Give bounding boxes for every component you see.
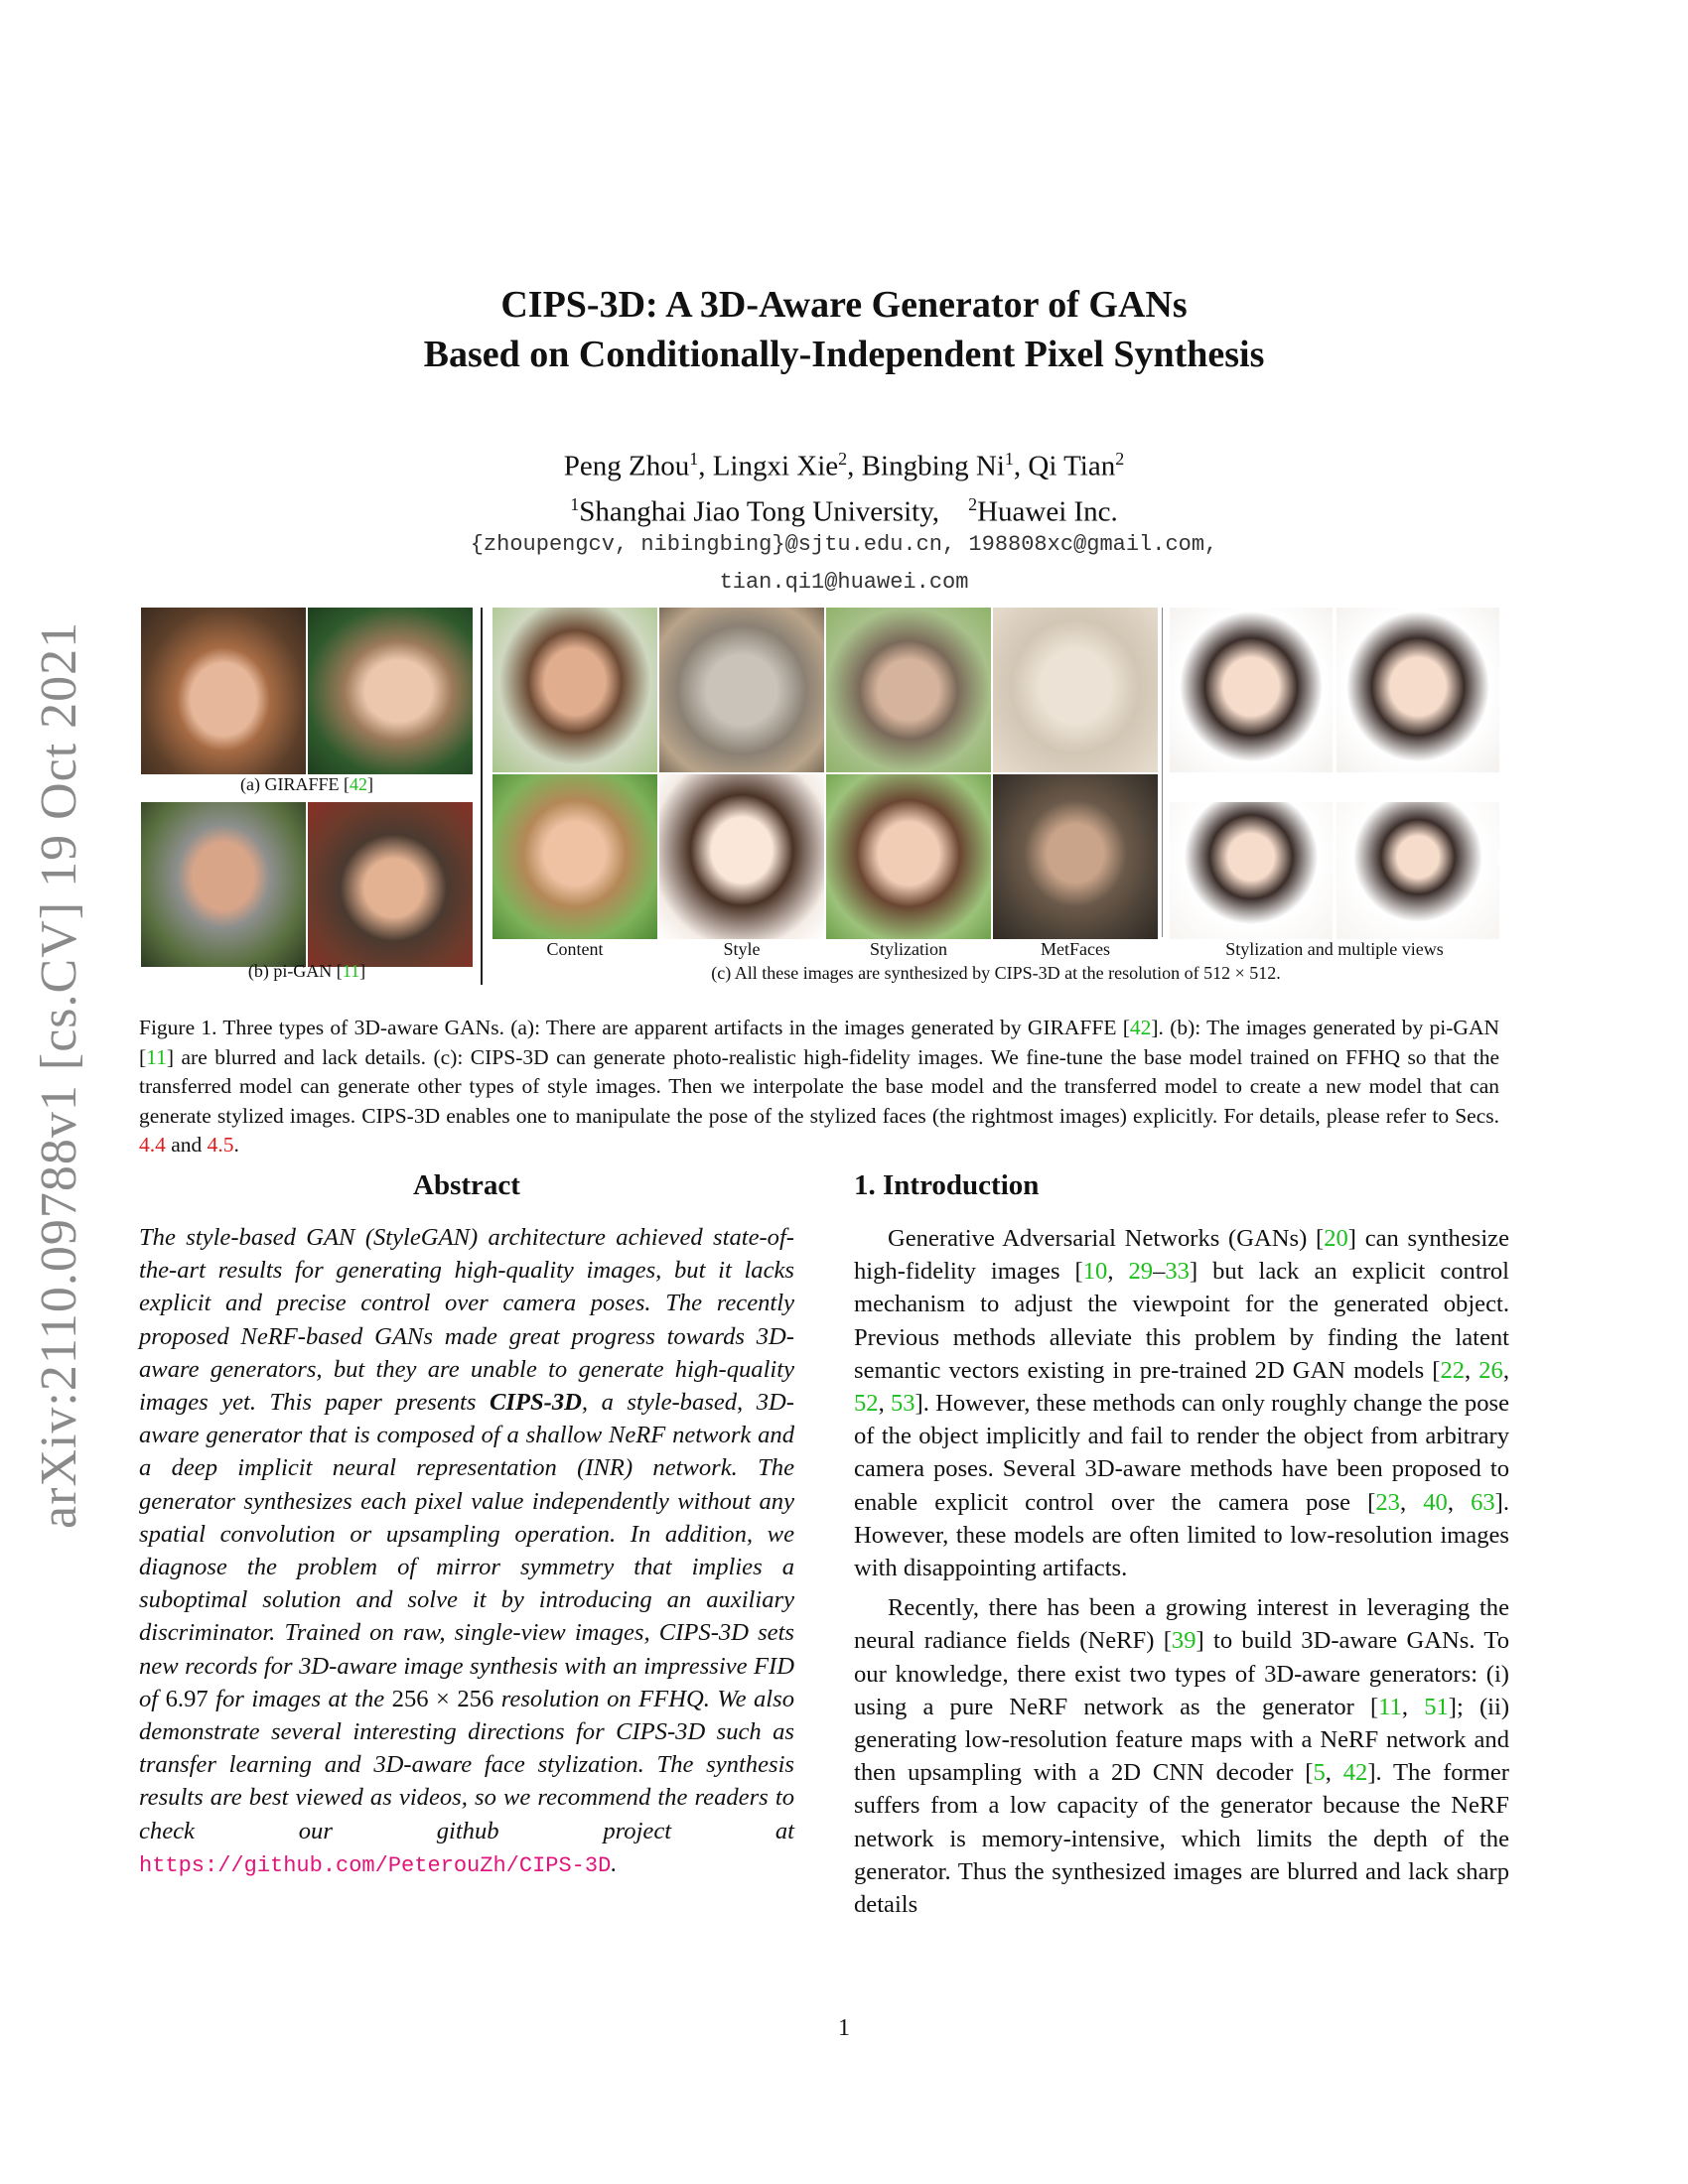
- intro-text: ]. The former suffers from a low capacity of the generator because the NeRF network is memory-intensive, which limits the depth of the generator. Thus the synthesized images are blurred and lack sharp details: [854, 1759, 1510, 1919]
- citation-ref[interactable]: 42: [350, 774, 367, 794]
- intro-text: Generative Adversarial Networks (GANs) [: [888, 1225, 1325, 1252]
- intro-text: ,: [1447, 1488, 1472, 1516]
- citation-ref[interactable]: 11: [1378, 1693, 1402, 1720]
- author-4: Qi Tian: [1028, 450, 1116, 482]
- citation-ref[interactable]: 22: [1440, 1356, 1466, 1384]
- introduction-body: [854, 1222, 1509, 1928]
- email-block: [0, 526, 1688, 602]
- affiliation-1: Shanghai Jiao Tong University,: [579, 495, 940, 528]
- author-2: Lingxi Xie: [712, 450, 839, 482]
- citation-ref[interactable]: 42: [1342, 1759, 1368, 1787]
- citation-ref[interactable]: 10: [1082, 1258, 1108, 1286]
- citation-ref[interactable]: 33: [1165, 1258, 1190, 1286]
- affil-mark: 1: [570, 493, 580, 514]
- method-name: CIPS-3D: [489, 1389, 582, 1417]
- abstract-heading: Abstract: [413, 1169, 520, 1201]
- stylized-view-image-1: [1170, 608, 1333, 772]
- affil-mark: 2: [1115, 449, 1125, 469]
- author-names: Peng Zhou$^1$, Lingxi Xie$^2$, Bingbing Ni$^1$, Qi Tian$^2$: [563, 449, 1125, 482]
- intro-text: ,: [1325, 1759, 1343, 1787]
- caption-text: and: [165, 1133, 208, 1157]
- col-label-stylization: Stylization: [870, 939, 947, 959]
- giraffe-face-image-1: [141, 608, 306, 774]
- section-ref[interactable]: 4.4: [139, 1133, 166, 1157]
- stylized-view-image-4: [1336, 802, 1499, 939]
- abstract-text: , a style-based, 3D-aware generator that is composed of a shallow NeRF network and a deep implicit neural representation (INR) network. The generator synthesizes each pixel value independently without any spatial convolution or upsampling operation. In addition, we diagnose the problem of mirror symmetry that implies a suboptimal solution and solve it by introducing an auxiliary discriminator. Trained on raw, single-view images, CIPS-3D sets new records for 3D-aware image synthesis with an impressive FID of: [139, 1389, 794, 1712]
- figure-1-caption: [139, 1014, 1499, 1160]
- col-label-content: Content: [546, 939, 604, 959]
- abstract-text: resolution on FFHQ. We also demonstrate several interesting directions for CIPS-3D such as transfer learning and 3D-aware face stylization. The synthesis results are best viewed as videos, so we recommend the readers to check our github project at: [139, 1685, 794, 1844]
- label-b-pigan: (b) pi-GAN [11]: [247, 961, 366, 981]
- affil-mark: 1: [1004, 449, 1014, 469]
- intro-text: ,: [1399, 1488, 1424, 1516]
- page-number: 1: [838, 2015, 850, 2041]
- author-3: Bingbing Ni: [861, 450, 1005, 482]
- affil-mark: 1: [689, 449, 699, 469]
- citation-ref[interactable]: 11: [146, 1044, 167, 1069]
- stylized-view-image-3: [1170, 802, 1333, 939]
- intro-text: ,: [1107, 1258, 1129, 1286]
- abstract-text: The style-based GAN (StyleGAN) architecture achieved state-of-the-art results for generating high-quality images, but it lacks explicit and precise control over camera poses. The recently proposed NeRF-based GANs made great progress towards 3D-aware generators, but they are unable to generate high-quality images yet. This paper presents: [139, 1224, 794, 1417]
- affiliations: [0, 485, 1688, 531]
- label-a-text: (a) GIRAFFE [: [240, 774, 350, 794]
- figure-divider: [1162, 608, 1163, 937]
- author-1: Peng Zhou: [563, 450, 690, 482]
- giraffe-face-image-2: [308, 608, 473, 774]
- citation-ref[interactable]: 52: [854, 1390, 879, 1418]
- email-line-1: {zhoupengcv, nibingbing}@sjtu.edu.cn, 198808xc@gmail.com,: [470, 532, 1218, 557]
- stylization-image-leopard-face: [826, 608, 991, 772]
- intro-text: ]; (ii) generating low-resolution feature maps with a NeRF network and then upsampling with a 2D CNN decoder [: [854, 1693, 1510, 1787]
- intro-text: ]. However, these models are often limited to low-resolution images with disappointing artifacts.: [854, 1488, 1510, 1582]
- figure-divider: [481, 608, 483, 985]
- citation-ref[interactable]: 11: [342, 961, 360, 981]
- email-line-2: tian.qi1@huawei.com: [719, 570, 969, 595]
- intro-paragraph-2: [854, 1591, 1509, 1921]
- figure-1: [139, 608, 1499, 985]
- abstract-body: [139, 1221, 794, 1882]
- intro-text: ,: [878, 1390, 891, 1418]
- citation-ref[interactable]: 53: [890, 1390, 915, 1418]
- style-image-snow-leopard: [659, 608, 824, 772]
- stylization-image-anime-woman: [826, 774, 991, 939]
- content-face-image-woman: [492, 774, 657, 939]
- style-image-anime-girl: [659, 774, 824, 939]
- intro-text: ] to build 3D-aware GANs. To our knowledge, there exist two types of 3D-aware generators: (i) using a pure NeRF network as the generator [: [854, 1627, 1509, 1720]
- intro-text: ] but lack an explicit control mechanism to adjust the viewpoint for the generated object. Previous methods alleviate this problem by finding the latent semantic vectors existing in pre-trained 2D GAN models [: [854, 1258, 1510, 1384]
- citation-ref[interactable]: 42: [1129, 1016, 1152, 1039]
- col-label-metfaces: MetFaces: [1041, 939, 1110, 959]
- intro-text: ,: [1401, 1693, 1425, 1720]
- title-line-2: Based on Conditionally-Independent Pixel Synthesis: [423, 334, 1265, 375]
- intro-text: ]. However, these methods can only roughly change the pose of the object implicitly and fail to render the object from arbitrary camera poses. Several 3D-aware methods have been proposed to enable explicit control over the camera pose [: [854, 1390, 1509, 1516]
- intro-text: –: [1153, 1258, 1166, 1286]
- section-ref[interactable]: 4.5: [207, 1133, 234, 1157]
- intro-text: ,: [1502, 1356, 1509, 1384]
- affil-mark: 2: [838, 449, 848, 469]
- intro-paragraph-1: [854, 1222, 1509, 1584]
- affil-mark: 2: [968, 493, 978, 514]
- pigan-face-image-1: [141, 802, 306, 967]
- intro-text: ] can synthesize high-fidelity images [: [854, 1225, 1509, 1286]
- resolution-value: 256 × 256: [391, 1685, 494, 1712]
- intro-text: Recently, there has been a growing interest in leveraging the neural radiance fields (NeRF) [: [854, 1594, 1509, 1655]
- intro-text: ,: [1465, 1356, 1479, 1384]
- label-c-cips3d: (c) All these images are synthesized by CIPS-3D at the resolution of 512 × 512.: [711, 963, 1281, 983]
- stylized-view-image-2: [1336, 608, 1499, 772]
- label-b-text: (b) pi-GAN [: [247, 961, 343, 981]
- metfaces-image-painting: [993, 774, 1158, 939]
- citation-ref[interactable]: 39: [1171, 1627, 1196, 1655]
- citation-ref[interactable]: 51: [1424, 1693, 1449, 1720]
- label-a-giraffe: (a) GIRAFFE [42]: [240, 774, 373, 794]
- fid-value: 6.97: [165, 1685, 209, 1712]
- github-link[interactable]: https://github.com/PeterouZh/CIPS-3D: [139, 1852, 612, 1878]
- col-label-multiple-views: Stylization and multiple views: [1225, 939, 1444, 959]
- metfaces-image-sketch: [993, 608, 1158, 772]
- title-line-1: CIPS-3D: A 3D-Aware Generator of GANs: [500, 284, 1188, 326]
- content-face-image-man: [492, 608, 657, 772]
- caption-text: .: [233, 1133, 239, 1157]
- abstract-text: for images at the: [208, 1685, 392, 1712]
- citation-ref[interactable]: 23: [1375, 1488, 1400, 1516]
- paper-title: [0, 280, 1688, 379]
- citation-ref[interactable]: 63: [1471, 1488, 1495, 1516]
- abstract-text: .: [611, 1849, 618, 1877]
- author-block: [0, 440, 1688, 530]
- citation-ref[interactable]: 5: [1313, 1759, 1326, 1787]
- citation-ref[interactable]: 29: [1128, 1258, 1154, 1286]
- introduction-heading: 1. Introduction: [854, 1169, 1040, 1201]
- citation-ref[interactable]: 40: [1423, 1488, 1448, 1516]
- citation-ref[interactable]: 26: [1478, 1356, 1503, 1384]
- col-label-style: Style: [723, 939, 761, 959]
- affiliation-2: Huawei Inc.: [977, 495, 1118, 528]
- caption-text: Figure 1. Three types of 3D-aware GANs. (a): There are apparent artifacts in the images generated by GIRAFFE [: [139, 1016, 1130, 1039]
- caption-text: ]. (b): The images generated by pi-GAN [: [139, 1016, 1500, 1069]
- caption-text: ] are blurred and lack details. (c): CIPS-3D can generate photo-realistic high-fidelity images. We fine-tune the base model trained on FFHQ so that the transferred model can generate other types of style images. Then we interpolate the base model and the transferred model to create a new model that can generate stylized images. CIPS-3D enables one to manipulate the pose of the stylized faces (the rightmost images) explicitly. For details, please refer to Secs.: [139, 1044, 1499, 1128]
- citation-ref[interactable]: 20: [1324, 1225, 1348, 1252]
- pigan-face-image-2: [308, 802, 473, 967]
- arxiv-identifier-stamp: arXiv:2110.09788v1 [cs.CV] 19 Oct 2021: [31, 620, 87, 1529]
